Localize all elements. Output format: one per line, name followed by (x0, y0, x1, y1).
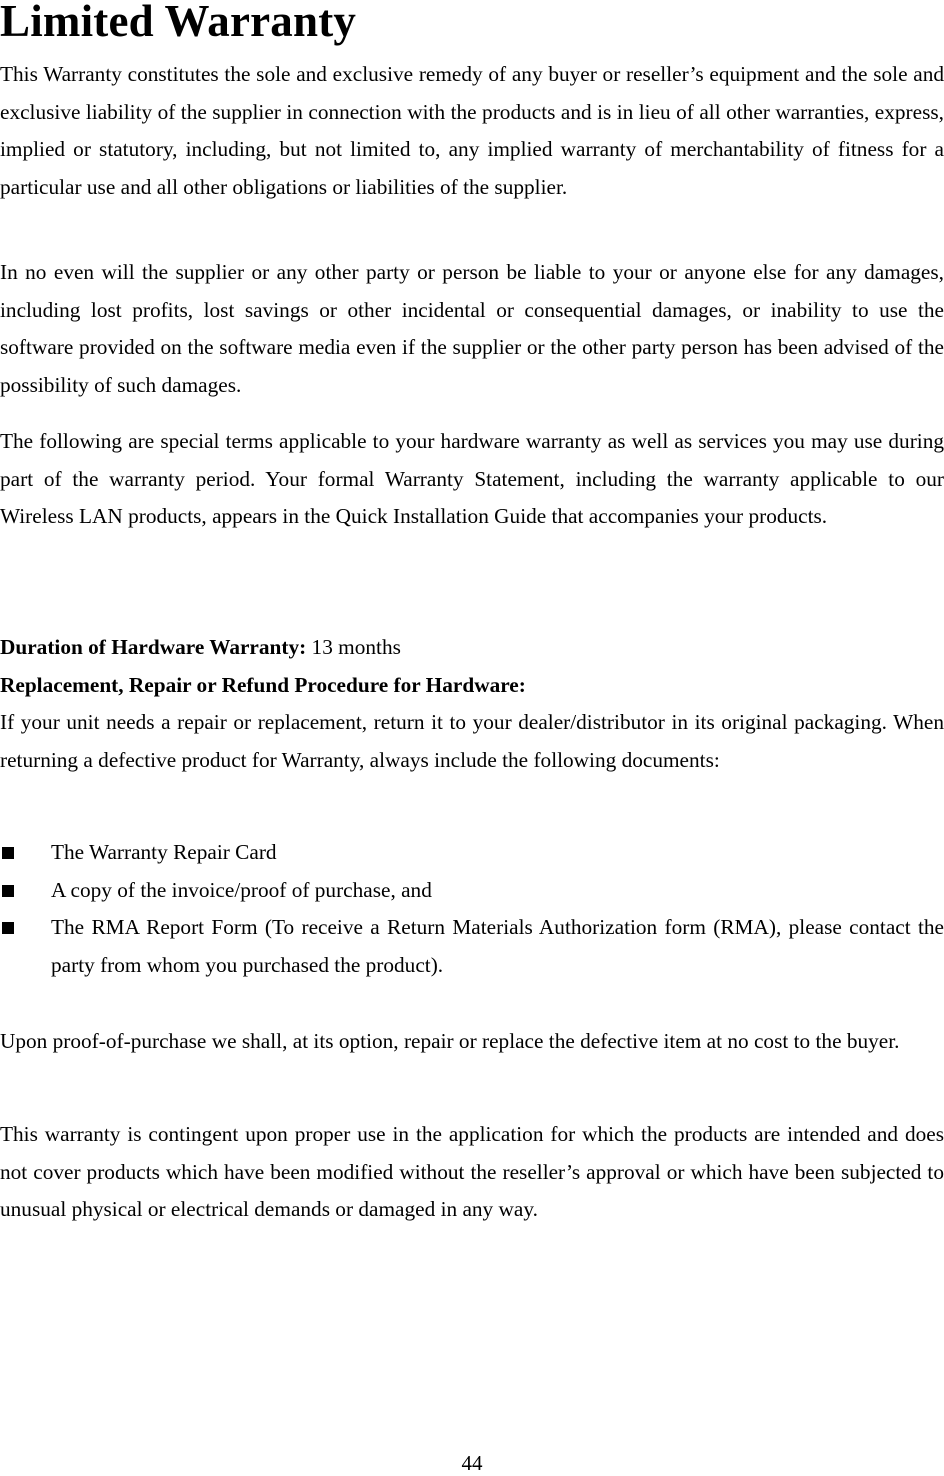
paragraph-special-terms: The following are special terms applicable to your hardware warranty as well as services you may use during part of the warranty period. Your formal Warranty Statement, including the warranty applicable to our Wireless LAN products, appears in the Quick Installation Guide that accompanies your products. (0, 429, 944, 528)
paragraph-proof-of-purchase: Upon proof-of-purchase we shall, at its option, repair or replace the defective item at no cost to the buyer. (0, 1029, 900, 1053)
procedure-heading (0, 667, 944, 705)
list-item-text: A copy of the invoice/proof of purchase, and (51, 877, 432, 902)
paragraph-return-instructions: If your unit needs a repair or replacement, return it to your dealer/distributor in its original packaging. When returning a defective product for Warranty, always include the following documents: (0, 710, 944, 772)
duration-label: Duration of Hardware Warranty: (0, 635, 307, 659)
list-item (0, 872, 944, 910)
square-bullet-icon (2, 922, 14, 934)
list-item (0, 834, 944, 872)
square-bullet-icon (2, 885, 14, 897)
page-title: Limited Warranty (0, 0, 357, 46)
list-item-text: The RMA Report Form (To receive a Return Materials Authorization form (RMA), please contact the party from whom you purchased the product). (51, 915, 944, 977)
paragraph-warranty-remedy: This Warranty constitutes the sole and exclusive remedy of any buyer or reseller’s equipment and the sole and exclusive liability of the supplier in connection with the products and is in lieu of all other warranties, express, implied or statutory, including, but not limited to, any implied warranty of merchantability of fitness for a particular use and all other obligations or liabilities of the supplier. (0, 62, 944, 199)
list-item (0, 909, 944, 984)
square-bullet-icon (2, 847, 14, 859)
duration-value: 13 months (306, 635, 401, 659)
duration-line (0, 629, 944, 667)
page-number: 44 (461, 1451, 483, 1475)
paragraph-contingency: This warranty is contingent upon proper use in the application for which the products are intended and does not cover products which have been modified without the reseller’s approval or which have been subjected to unusual physical or electrical demands or damaged in any way. (0, 1122, 944, 1221)
list-item-text: The Warranty Repair Card (51, 840, 277, 864)
procedure-heading-text: Replacement, Repair or Refund Procedure for Hardware: (0, 673, 526, 697)
required-documents-list (0, 834, 944, 984)
paragraph-liability: In no even will the supplier or any other party or person be liable to your or anyone else for any damages, including lost profits, lost savings or other incidental or consequential damages, or inability to use the software provided on the software media even if the supplier or the other party person has been advised of the possibility of such damages. (0, 260, 944, 397)
